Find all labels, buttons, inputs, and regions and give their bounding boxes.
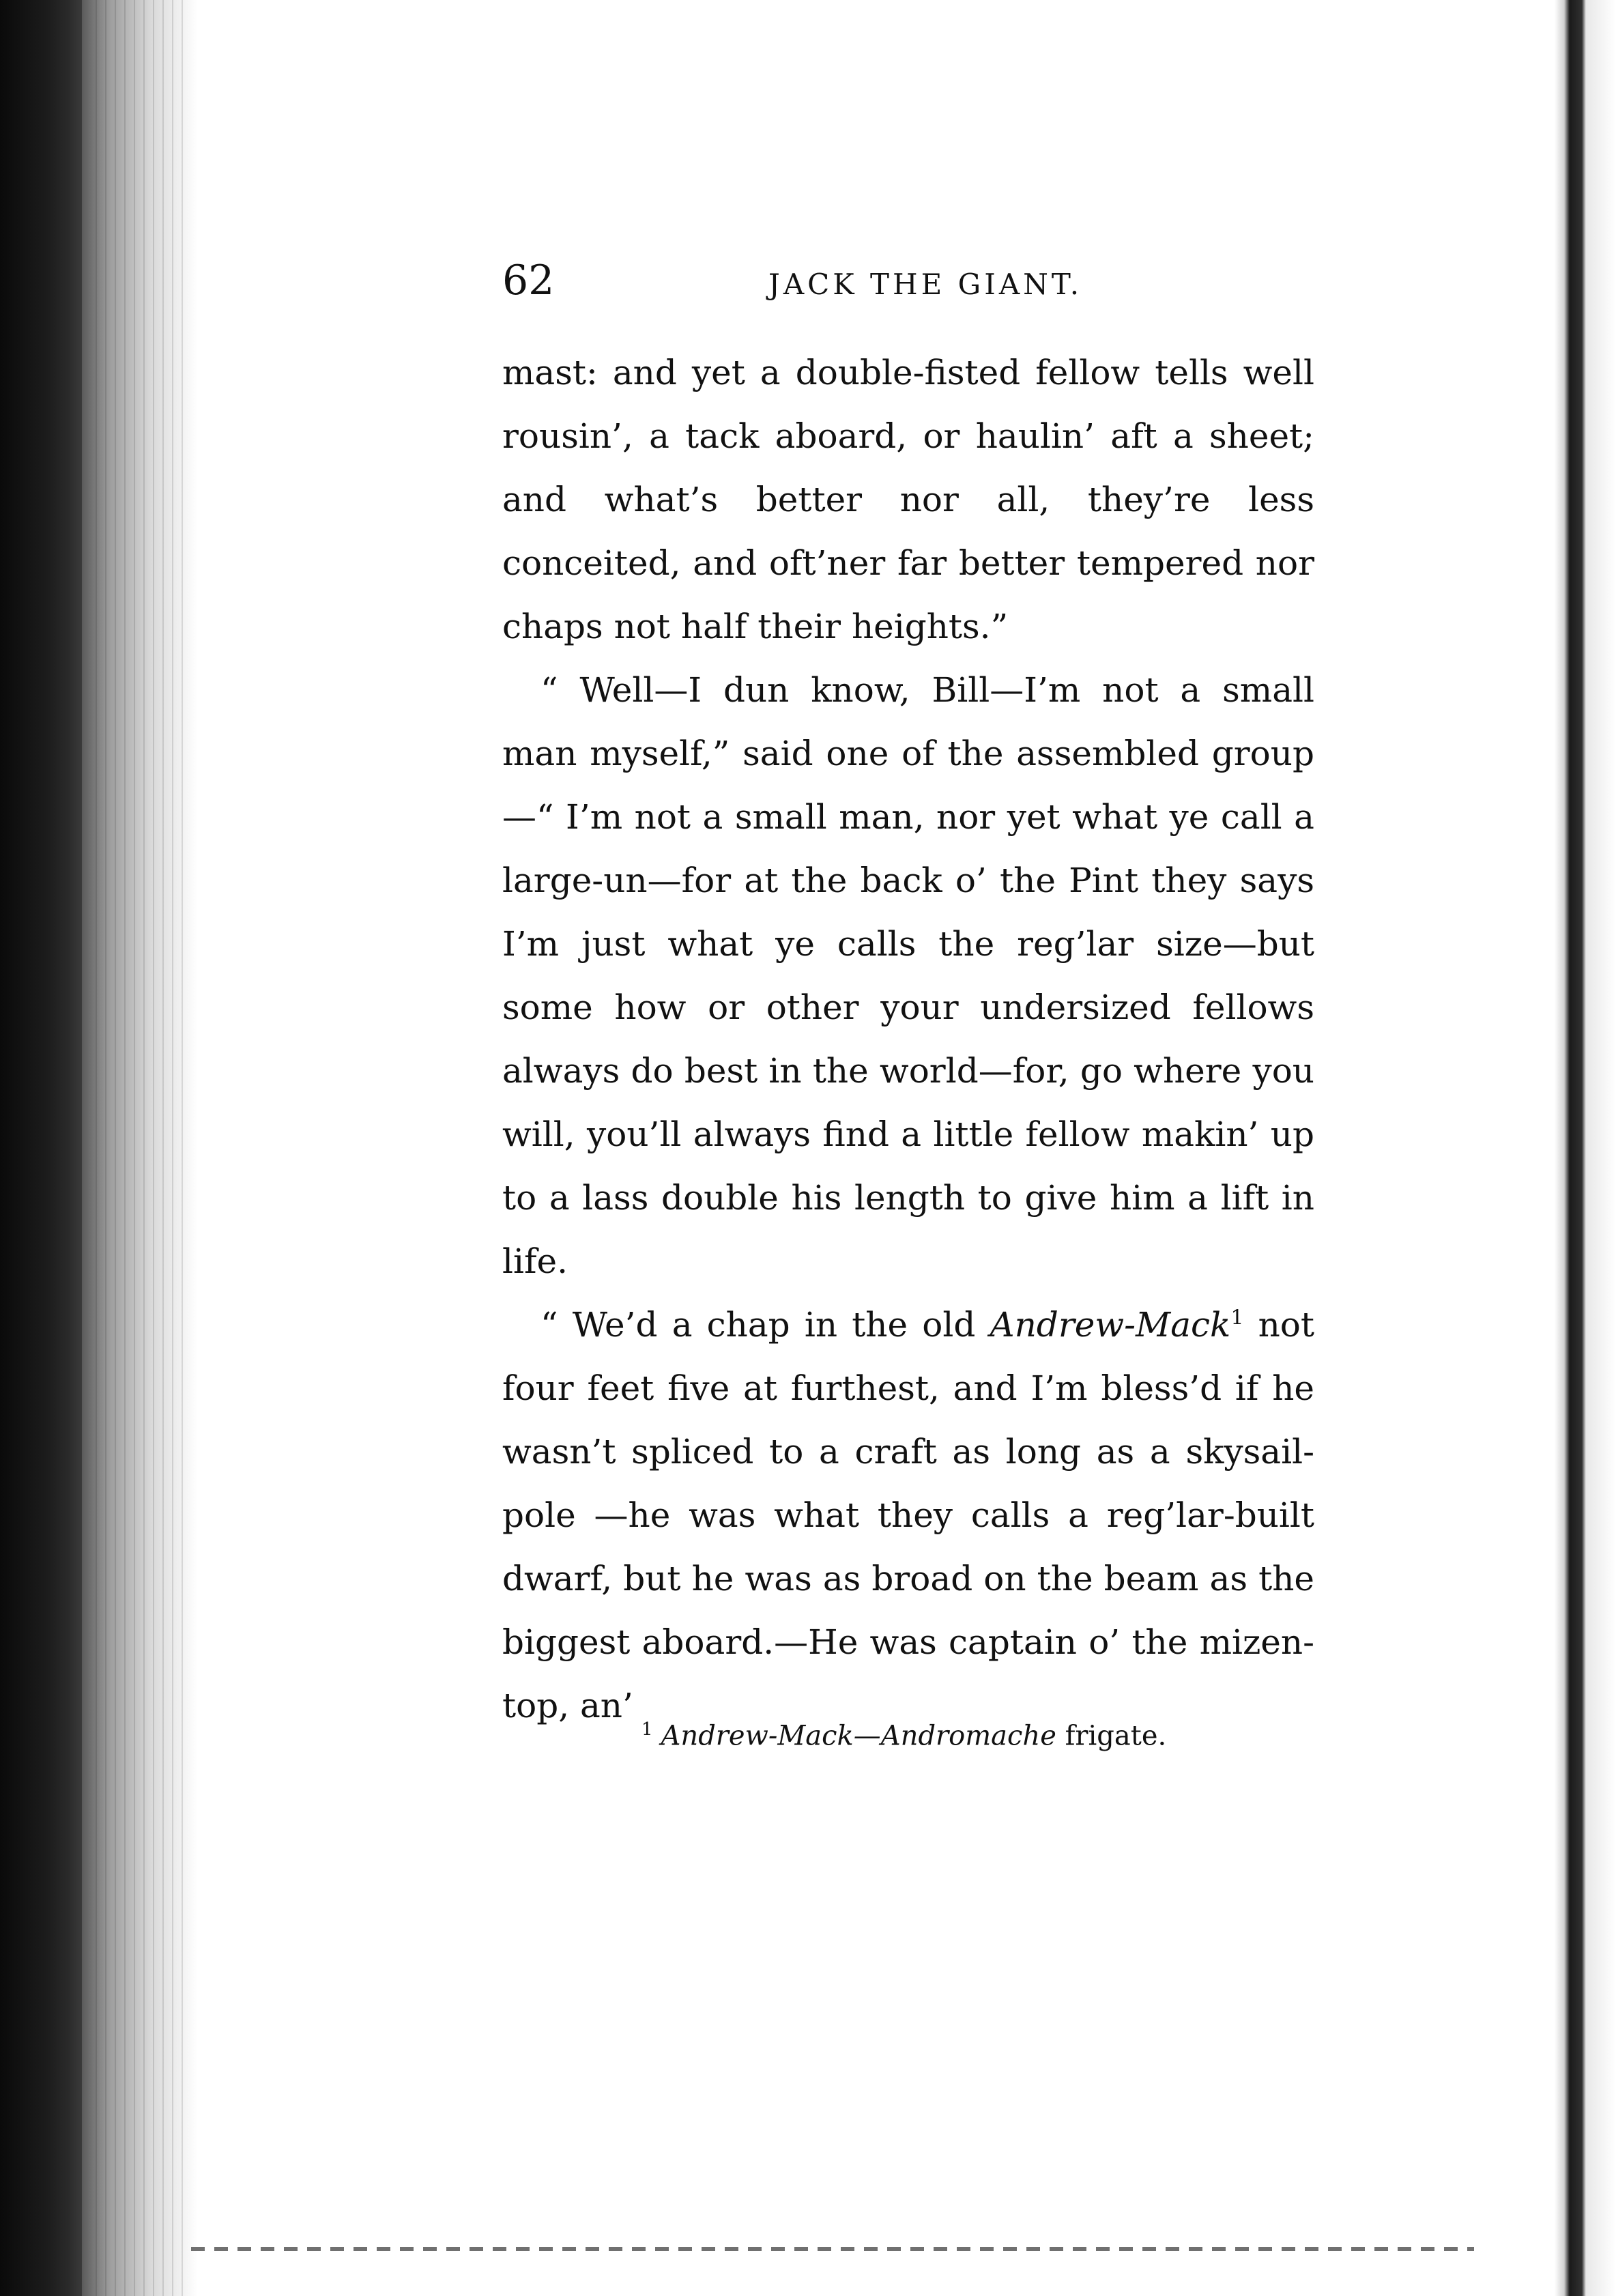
footnote-gloss: Andromache — [880, 1720, 1056, 1752]
footnote — [641, 1709, 1166, 1756]
paragraph-3-start: “ We’d a chap in the old — [540, 1305, 990, 1345]
page-number: 62 — [502, 257, 555, 304]
paragraph-2: “ Well—I dun know, Bill—I’m not a small man myself,” said one of the assembled group—“ I’m not a small man, nor yet what ye call a large-un—for at the back o’ the Pint they says I’m just what ye calls the reg’lar size—but some how or other your undersized fellows always do best in the world—for, go where you will, you’ll always find a little fellow makin’ up to a lass double his length to give him a lift in life. — [502, 670, 1314, 1281]
page-header — [502, 250, 1616, 311]
paragraph-3 — [502, 1293, 1314, 1738]
body-text — [502, 341, 1314, 1738]
paragraph-3-end: not four feet five at furthest, and I’m bless’d if he wasn’t spliced to a craft as long as a skysail-pole —he was what they calls a reg’lar-built dwarf, but he was as broad on the beam as the biggest aboard.—He was captain o’ the mizen-top, an’ — [502, 1305, 1314, 1725]
footnote-suffix: frigate. — [1056, 1720, 1167, 1752]
page-edge-lines — [96, 0, 191, 2296]
footnote-dash: — — [853, 1720, 881, 1752]
footnote-mark: 1 — [641, 1719, 653, 1740]
book-binding-shadow — [0, 0, 82, 2296]
running-title: JACK THE GIANT. — [768, 268, 1083, 301]
footnote-term: Andrew-Mack — [661, 1720, 854, 1752]
bottom-page-edge — [191, 2247, 1474, 2251]
footnote-reference: 1 — [1230, 1306, 1244, 1330]
ship-name: Andrew-Mack — [990, 1305, 1231, 1345]
right-page-edge — [1555, 0, 1616, 2296]
paragraph-1: mast: and yet a double-fisted fellow tells well rousin’, a tack aboard, or haulin’ aft a sheet; and what’s better nor all, they’re less conceited, and oft’ner far better tempered nor chaps not half their heights.” — [502, 353, 1314, 646]
